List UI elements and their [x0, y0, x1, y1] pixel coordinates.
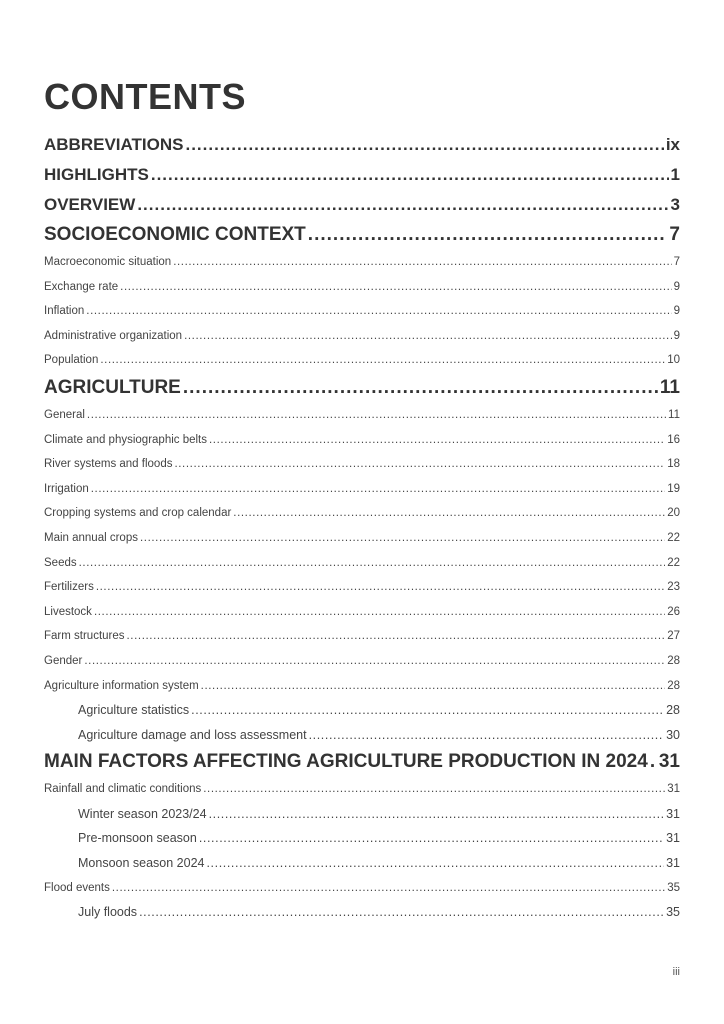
toc-entry-page: ix [665, 135, 680, 154]
toc-entry-page: 9 [673, 280, 680, 293]
toc-entry-page: 31 [658, 751, 680, 773]
toc-entry-label: Irrigation [44, 482, 89, 495]
toc-entry-label: Rainfall and climatic conditions [44, 783, 202, 796]
toc-leader-dots [185, 130, 663, 160]
toc-leader-dots [650, 747, 657, 777]
toc-entry-label: Pre-monsoon season [78, 831, 197, 846]
toc-entry-climate-physiographic-belts[interactable] [44, 428, 680, 453]
toc-entry-label: Winter season 2023/24 [78, 806, 207, 821]
toc-entry-page: 28 [667, 679, 680, 692]
toc-entry-macroeconomic-situation[interactable] [44, 250, 680, 275]
toc-entry-main-annual-crops[interactable] [44, 526, 680, 551]
toc-entry-label: Population [44, 354, 99, 367]
toc-leader-dots [151, 160, 669, 190]
toc-entry-monsoon-season[interactable] [44, 851, 680, 876]
toc-entry-page: 26 [667, 605, 680, 618]
toc-entry-label: OVERVIEW [44, 195, 136, 214]
toc-entry-page: 7 [669, 224, 680, 245]
toc-entry-page: 3 [670, 195, 680, 214]
toc-entry-label: Livestock [44, 605, 92, 618]
toc-entry-pre-monsoon-season[interactable] [44, 826, 680, 851]
toc-leader-dots [139, 900, 664, 925]
toc-entry-inflation[interactable] [44, 299, 680, 324]
toc-entry-irrigation[interactable] [44, 477, 680, 502]
toc-entry-label: MAIN FACTORS AFFECTING AGRICULTURE PRODUCTION IN 2024 [44, 751, 648, 773]
toc-entry-label: Farm structures [44, 630, 125, 643]
toc-entry-label: River systems and floods [44, 458, 173, 471]
toc-entry-page: 20 [667, 507, 680, 520]
toc-entry-river-systems-floods[interactable] [44, 452, 680, 477]
toc-entry-label: Administrative organization [44, 329, 183, 342]
toc-entry-label: General [44, 408, 85, 421]
toc-entry-label: Main annual crops [44, 531, 138, 544]
toc-entry-label: HIGHLIGHTS [44, 165, 149, 184]
toc-leader-dots [79, 551, 666, 576]
toc-entry-page: 9 [673, 329, 680, 342]
toc-entry-page: 11 [659, 376, 680, 398]
toc-entry-flood-events[interactable] [44, 876, 680, 901]
toc-entry-population[interactable] [44, 348, 680, 373]
toc-entry-page: 31 [667, 783, 680, 796]
toc-entry-fertilizers[interactable] [44, 575, 680, 600]
toc-entry-label: Fertilizers [44, 581, 94, 594]
toc-leader-dots [112, 876, 665, 901]
toc-entry-label: Gender [44, 654, 83, 667]
toc-entry-label: Flood events [44, 881, 110, 894]
toc-leader-dots [100, 348, 665, 373]
toc-entry-page: 9 [673, 305, 680, 318]
toc-entry-label: ABBREVIATIONS [44, 135, 184, 154]
toc-entry-socioeconomic-context[interactable] [44, 220, 680, 250]
toc-entry-label: Agriculture statistics [78, 703, 190, 718]
toc-leader-dots [137, 190, 668, 220]
toc-entry-page: 28 [667, 654, 680, 667]
toc-leader-dots [209, 428, 665, 453]
page-title: CONTENTS [44, 76, 246, 117]
toc-entry-page: 30 [666, 727, 680, 742]
toc-leader-dots [206, 851, 664, 876]
toc-entry-page: 28 [666, 703, 680, 718]
toc-entry-overview[interactable] [44, 190, 680, 220]
toc-leader-dots [86, 299, 671, 324]
toc-leader-dots [174, 452, 665, 477]
toc-entry-agriculture[interactable] [44, 373, 680, 403]
toc-entry-page: 16 [667, 433, 680, 446]
toc-entry-seeds[interactable] [44, 551, 680, 576]
toc-entry-page: 35 [666, 905, 680, 920]
toc-entry-main-factors[interactable] [44, 747, 680, 777]
toc-entry-label: AGRICULTURE [44, 376, 181, 398]
table-of-contents [44, 130, 680, 925]
toc-entry-highlights[interactable] [44, 160, 680, 190]
toc-entry-livestock[interactable] [44, 600, 680, 625]
toc-entry-page: 23 [667, 581, 680, 594]
toc-leader-dots [84, 649, 665, 674]
toc-entry-damage-loss-assessment[interactable] [44, 723, 680, 748]
toc-entry-page: 22 [667, 531, 680, 544]
toc-leader-dots [233, 501, 665, 526]
toc-leader-dots [201, 674, 666, 699]
toc-entry-exchange-rate[interactable] [44, 275, 680, 300]
toc-entry-page: 27 [667, 630, 680, 643]
toc-leader-dots [140, 526, 665, 551]
toc-entry-gender[interactable] [44, 649, 680, 674]
page-number: iii [672, 966, 680, 978]
toc-entry-label: Climate and physiographic belts [44, 433, 208, 446]
toc-leader-dots [91, 477, 665, 502]
toc-entry-label: Monsoon season 2024 [78, 856, 205, 871]
toc-leader-dots [120, 275, 671, 300]
toc-entry-page: 22 [667, 556, 680, 569]
toc-leader-dots [203, 777, 665, 802]
toc-entry-page: 7 [673, 256, 680, 268]
toc-leader-dots [87, 403, 666, 428]
toc-entry-label: Exchange rate [44, 280, 119, 293]
toc-leader-dots [183, 373, 658, 403]
toc-entry-agriculture-statistics[interactable] [44, 698, 680, 723]
toc-entry-july-floods[interactable] [44, 900, 680, 925]
toc-entry-label: Agriculture damage and loss assessment [78, 727, 307, 742]
toc-entry-page: 1 [670, 165, 680, 184]
toc-entry-page: 31 [666, 856, 680, 871]
toc-leader-dots [184, 324, 672, 349]
toc-leader-dots [96, 575, 665, 600]
toc-entry-administrative-organization[interactable] [44, 324, 680, 349]
toc-entry-label: Agriculture information system [44, 679, 199, 692]
toc-leader-dots [127, 624, 666, 649]
toc-leader-dots [308, 220, 668, 250]
toc-entry-label: Inflation [44, 305, 85, 318]
toc-entry-general[interactable] [44, 403, 680, 428]
toc-entry-label: Seeds [44, 556, 77, 569]
toc-entry-label: Cropping systems and crop calendar [44, 507, 232, 520]
toc-entry-agriculture-information-system[interactable] [44, 674, 680, 699]
toc-entry-page: 31 [666, 831, 680, 846]
toc-leader-dots [199, 826, 664, 851]
toc-entry-winter-season[interactable] [44, 802, 680, 827]
toc-entry-label: SOCIOECONOMIC CONTEXT [44, 224, 306, 245]
toc-entry-rainfall-climatic-conditions[interactable] [44, 777, 680, 802]
toc-entry-page: 18 [667, 458, 680, 471]
toc-leader-dots [94, 600, 665, 625]
toc-entry-page: 19 [667, 482, 680, 495]
toc-entry-label: Macroeconomic situation [44, 256, 172, 268]
toc-leader-dots [209, 802, 665, 827]
toc-entry-label: July floods [78, 905, 138, 920]
toc-entry-page: 10 [667, 354, 680, 367]
toc-entry-page: 35 [667, 881, 680, 894]
toc-entry-page: 31 [666, 806, 680, 821]
toc-entry-page: 11 [668, 408, 680, 421]
toc-entry-farm-structures[interactable] [44, 624, 680, 649]
toc-entry-cropping-systems[interactable] [44, 501, 680, 526]
toc-entry-abbreviations[interactable] [44, 130, 680, 160]
toc-leader-dots [173, 250, 671, 275]
toc-leader-dots [309, 723, 665, 748]
toc-leader-dots [191, 698, 664, 723]
